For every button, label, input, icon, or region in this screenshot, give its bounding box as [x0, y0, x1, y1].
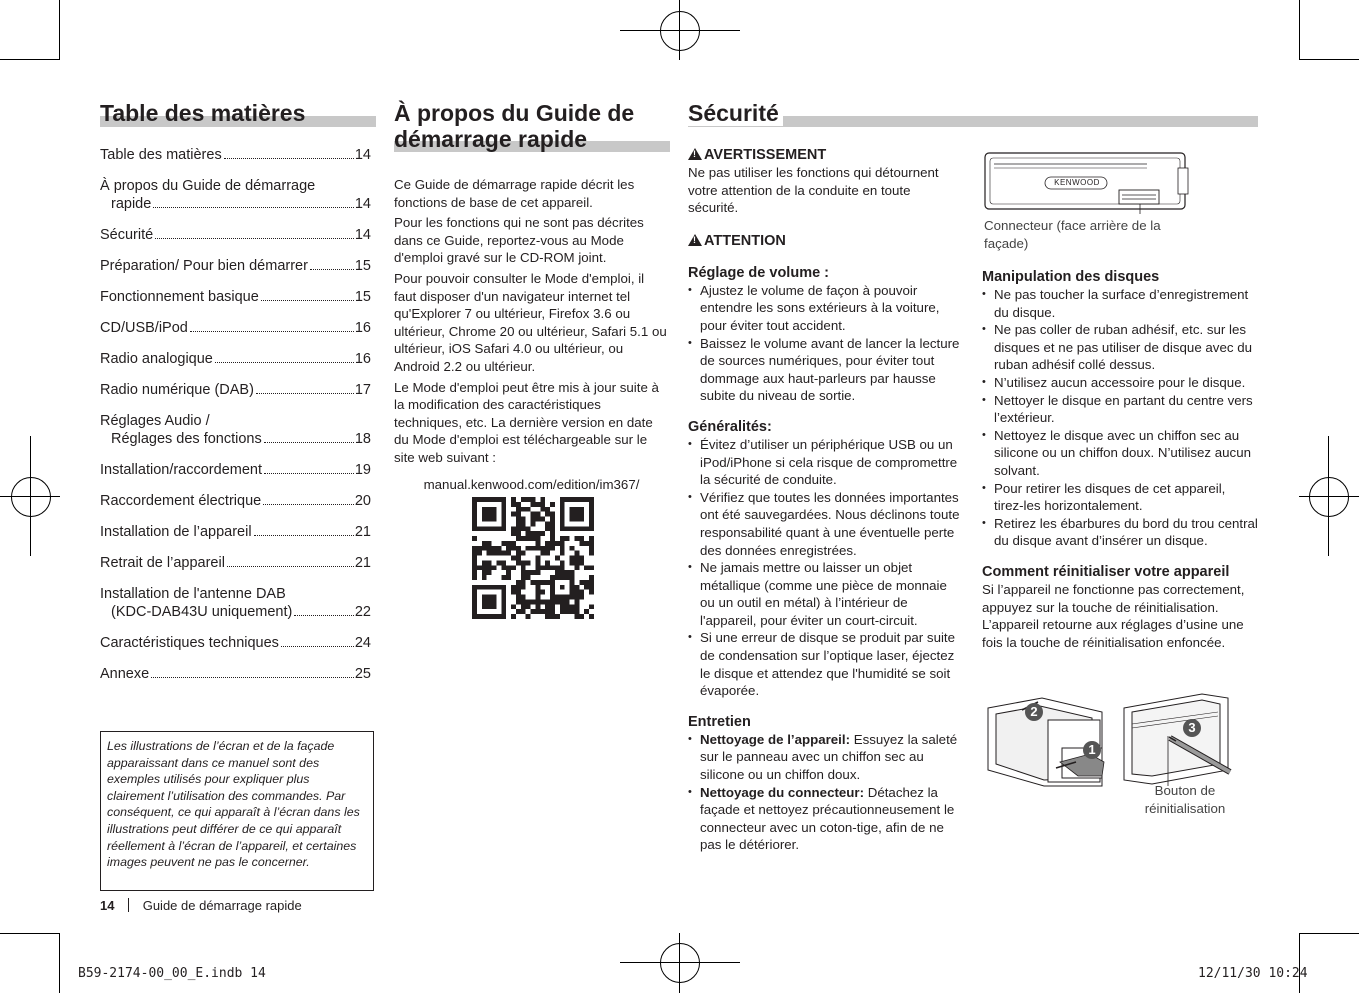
warning-title: AVERTISSEMENT	[704, 147, 827, 163]
about-body	[394, 176, 669, 467]
connector-caption: Connecteur (face arrière de la façade)	[984, 218, 1161, 251]
toc-title: Table des matières	[100, 100, 306, 126]
toc-page-number: 14	[354, 147, 371, 163]
toc-entry-label: Annexe	[100, 666, 150, 682]
step-number-3: 3	[1188, 720, 1196, 735]
bullet-item: • Ne pas coller de ruban adhésif, etc. sur les disques et ne pas utiliser de disque avec du ruban adhésif collé dessus.	[982, 321, 1258, 374]
brand-logo: KENWOOD	[1054, 178, 1100, 187]
toc-page-number: 22	[354, 604, 371, 620]
bullet-item-text: Essuyez la saleté sur le panneau avec un chiffon sec au silicone ou un chiffon doux.	[700, 731, 958, 783]
bullet-item: • Évitez d’utiliser un périphérique USB ou un iPod/iPhone si cela risque de compromettre la sécurité de conduite.	[688, 436, 964, 489]
toc-page-number: 15	[354, 289, 371, 305]
toc-leader-dots	[264, 473, 354, 474]
about-title	[394, 100, 634, 152]
toc-list	[100, 146, 371, 696]
toc-entry-label: rapide	[111, 196, 152, 212]
toc-leader-dots	[151, 677, 354, 678]
about-paragraph: Pour les fonctions qui ne sont pas décrites dans ce Guide, reportez-vous au Mode d'emploi gravé sur le CD-ROM joint.	[394, 215, 644, 266]
page-number: 14	[100, 898, 115, 913]
toc-entry[interactable]	[100, 634, 371, 652]
bullet-item: • Pour retirer les disques de cet appareil, tirez-les horizontalement.	[982, 480, 1258, 515]
toc-entry-label: Raccordement électrique	[100, 493, 262, 509]
bullet-item: • Nettoyer le disque en partant du centre vers l’extérieur.	[982, 392, 1258, 427]
registration-circle	[660, 943, 700, 983]
guide-name: Guide de démarrage rapide	[142, 898, 302, 913]
disc-list	[982, 286, 1258, 550]
safety-column-right	[982, 268, 1258, 651]
bullet-item: • Si une erreur de disque se produit par suite de condensation sur l’optique laser, éjectez le disque et attendez que l'humidité se soit évaporée.	[688, 629, 964, 699]
toc-leader-dots	[254, 535, 354, 536]
crop-mark	[1299, 933, 1359, 934]
volume-heading: Réglage de volume :	[688, 264, 830, 281]
toc-entry[interactable]	[100, 492, 371, 510]
toc-entry-label: Radio numérique (DAB)	[100, 382, 254, 398]
toc-leader-dots	[190, 331, 354, 332]
maintenance-list	[688, 731, 964, 854]
about-title-line2: démarrage rapide	[394, 126, 588, 152]
toc-entry[interactable]	[100, 585, 371, 621]
bullet-item	[688, 784, 964, 854]
slug-date: 12/11/30 10:24	[1198, 966, 1308, 981]
crop-mark	[0, 59, 60, 60]
crop-mark	[59, 0, 60, 60]
toc-entry-label: Retrait de l’appareil	[100, 555, 225, 571]
toc-leader-dots	[294, 615, 354, 616]
toc-entry-label: Caractéristiques techniques	[100, 635, 279, 651]
toc-entry-label: Installation de l’appareil	[100, 524, 252, 540]
bullet-item: • Nettoyez le disque avec un chiffon sec au silicone ou un chiffon doux. N’utilisez aucun solvant.	[982, 427, 1258, 480]
bullet-item: • Ajustez le volume de façon à pouvoir entendre les sons extérieurs à la voiture, pour éviter tout accident.	[688, 282, 964, 335]
toc-entry[interactable]	[100, 412, 371, 448]
maintenance-heading: Entretien	[688, 713, 751, 730]
toc-entry-label: Fonctionnement basique	[100, 289, 259, 305]
warning-triangle-icon	[688, 234, 702, 246]
toc-entry-label: Installation de l'antenne DAB	[100, 586, 286, 602]
manual-url[interactable]: manual.kenwood.com/edition/im367/	[423, 477, 640, 492]
toc-entry-label: Radio analogique	[100, 351, 213, 367]
toc-page-number: 17	[354, 382, 371, 398]
safety-column-left	[688, 146, 964, 854]
reset-heading: Comment réinitialiser votre appareil	[982, 563, 1230, 580]
toc-page-number: 18	[354, 431, 371, 447]
toc-leader-dots	[256, 393, 354, 394]
crop-mark	[1299, 0, 1300, 60]
toc-page-number: 20	[354, 493, 371, 509]
reset-button-caption	[1120, 782, 1250, 818]
toc-page-number: 15	[354, 258, 371, 274]
registration-circle	[660, 11, 700, 51]
toc-leader-dots	[153, 207, 354, 208]
toc-page-number: 21	[354, 555, 371, 571]
registration-circle	[1309, 477, 1349, 517]
attention-title: ATTENTION	[704, 232, 786, 249]
step-number-1: 1	[1088, 742, 1096, 757]
toc-entry-label: Réglages Audio /	[100, 413, 210, 429]
toc-entry[interactable]	[100, 177, 371, 213]
attention-heading	[688, 232, 964, 250]
toc-entry[interactable]	[100, 146, 371, 164]
reset-caption-line1: Bouton de	[1154, 783, 1216, 798]
toc-page-number: 16	[354, 351, 371, 367]
bullet-item: • Retirez les ébarbures du bord du trou central du disque avant d’insérer un disque.	[982, 515, 1258, 550]
bullet-item: • Vérifiez que toutes les données importantes ont été sauvegardées. Nous déclinons toute responsabilité quant à une éventuelle perte des données enregistrées.	[688, 489, 964, 559]
toc-leader-dots	[224, 158, 354, 159]
toc-page-number: 14	[354, 196, 371, 212]
toc-entry[interactable]	[100, 665, 371, 683]
toc-page-number: 19	[354, 462, 371, 478]
toc-entry-label: Préparation/ Pour bien démarrer	[100, 258, 308, 274]
toc-entry-label: Installation/raccordement	[100, 462, 262, 478]
about-paragraph: Pour pouvoir consulter le Mode d'emploi, il faut disposer d'un navigateur internet tel qu'Explorer 7 ou ultérieur, Firefox 3.6 ou ultérieur, Chrome 20 ou ultérieur, Safari 5.1 ou ultérieur, iOS Safari 4.0 ou ultérieur, ou Android 2.2 ou ultérieur.	[394, 270, 667, 374]
general-heading: Généralités:	[688, 418, 772, 435]
reset-caption-line2: réinitialisation	[1144, 801, 1226, 816]
crop-mark	[59, 933, 60, 993]
toc-entry-label: Sécurité	[100, 227, 154, 243]
toc-page-number: 25	[354, 666, 371, 682]
illustration-note	[100, 731, 374, 891]
bullet-item: • Ne pas toucher la surface d’enregistrement du disque.	[982, 286, 1258, 321]
toc-entry[interactable]	[100, 523, 371, 541]
crop-mark	[1299, 59, 1359, 60]
toc-leader-dots	[281, 646, 354, 647]
crop-mark	[0, 933, 60, 934]
warning-triangle-icon	[688, 148, 702, 160]
toc-leader-dots	[155, 238, 354, 239]
toc-entry-label: (KDC-DAB43U uniquement)	[111, 604, 293, 620]
toc-entry-label: Réglages des fonctions	[111, 431, 262, 447]
bullet-item	[688, 731, 964, 784]
bullet-item: • N’utilisez aucun accessoire pour le disque.	[982, 374, 1258, 392]
toc-entry[interactable]	[100, 226, 371, 244]
page-footer	[100, 898, 302, 913]
toc-entry[interactable]	[100, 257, 371, 275]
toc-entry[interactable]	[100, 350, 371, 368]
bullet-item-lead: Nettoyage du connecteur:	[700, 784, 865, 800]
crop-mark	[1299, 933, 1300, 993]
bullet-item: • Baissez le volume avant de lancer la lecture de sources numériques, pour éviter tout dommage aux haut-parleurs par hausse subite du niveau de sortie.	[688, 335, 964, 405]
toc-leader-dots	[215, 362, 354, 363]
bullet-item: • Ne jamais mettre ou laisser un objet métallique (comme une pièce de monnaie ou un outil en métal) à l’intérieur de l'appareil, pour éviter un court-circuit.	[688, 559, 964, 629]
toc-leader-dots	[263, 504, 354, 505]
safety-title: Sécurité	[688, 100, 783, 126]
toc-entry[interactable]	[100, 319, 371, 337]
toc-page-number: 16	[354, 320, 371, 336]
toc-entry[interactable]	[100, 381, 371, 399]
toc-entry[interactable]	[100, 554, 371, 572]
about-paragraph: Le Mode d'emploi peut être mis à jour suite à la modification des caractéristiques techniques, etc. La dernière version en date du Mode d'emploi est téléchargeable sur le site web suivant :	[394, 379, 659, 465]
toc-entry[interactable]	[100, 288, 371, 306]
general-list	[688, 436, 964, 700]
bullet-item-lead: Nettoyage de l’appareil:	[700, 731, 850, 747]
about-title-line1: À propos du Guide de	[394, 100, 635, 126]
reset-text: Si l’appareil ne fonctionne pas correctement, appuyez sur la touche de réinitialisation. L’appareil retourne aux réglages d’usine une fois la touche de réinitialisation enfoncée.	[982, 581, 1245, 650]
warning-heading	[688, 146, 964, 164]
footer-divider	[128, 898, 129, 912]
slug-file: B59-2174-00_00_E.indb 14	[78, 966, 266, 981]
toc-leader-dots	[264, 442, 354, 443]
bullet-item-text: Détachez la façade et nettoyez précautionneusement le connecteur avec un coton-tige, afin de ne pas le détériorer.	[700, 784, 955, 853]
toc-entry-label: CD/USB/iPod	[100, 320, 188, 336]
qr-code	[472, 497, 594, 619]
registration-circle	[11, 477, 51, 517]
toc-leader-dots	[261, 300, 354, 301]
toc-entry-label: À propos du Guide de démarrage	[100, 178, 316, 194]
toc-page-number: 24	[354, 635, 371, 651]
toc-leader-dots	[227, 566, 354, 567]
about-paragraph: Ce Guide de démarrage rapide décrit les fonctions de base de cet appareil.	[394, 177, 635, 210]
reset-illustration	[982, 690, 1252, 790]
warning-text: Ne pas utiliser les fonctions qui détournent votre attention de la conduite en toute sécurité.	[688, 165, 939, 216]
note-text: Les illustrations de l’écran et de la façade apparaissant dans ce manuel sont des exemples utilisés pour expliquer plus clairement l’utilisation des commandes. Par conséquent, ce qui apparaît à l’écran dans les illustrations peut différer de ce qui apparaît réellement à l’écran de l’appareil, et certaines images peuvent ne pas le concerner.	[107, 739, 360, 870]
toc-page-number: 14	[354, 227, 371, 243]
toc-page-number: 21	[354, 524, 371, 540]
toc-leader-dots	[310, 269, 354, 270]
disc-heading: Manipulation des disques	[982, 269, 1160, 285]
toc-entry-label: Table des matières	[100, 147, 222, 163]
step-number-2: 2	[1030, 704, 1038, 719]
toc-entry[interactable]	[100, 461, 371, 479]
volume-list	[688, 282, 964, 405]
